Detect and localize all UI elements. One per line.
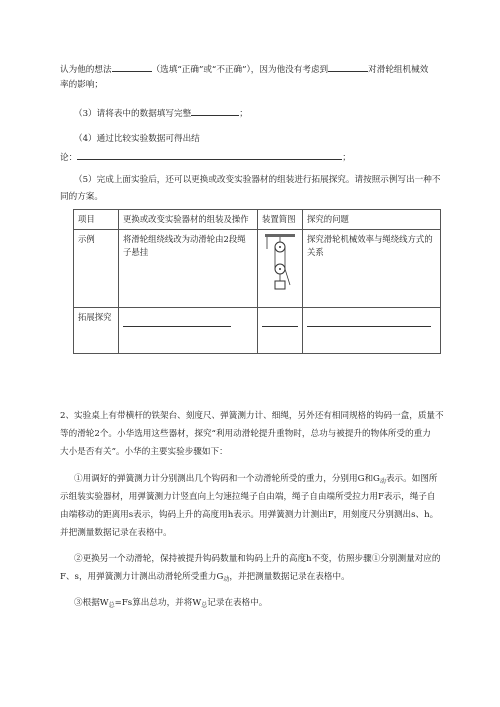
step-2: ②更换另一个动滑轮，保持被提升钩码数量和钩码上升的高度h不变，仿照步骤①分别测量对应的 bbox=[74, 554, 441, 564]
experiment-table bbox=[73, 209, 441, 354]
table-row bbox=[74, 308, 441, 354]
table-header-row bbox=[74, 210, 441, 230]
answer-blank bbox=[123, 325, 231, 327]
answer-blank bbox=[262, 325, 298, 327]
answer-blank bbox=[112, 62, 152, 72]
table-cell bbox=[119, 308, 258, 354]
table-header: 项目 bbox=[74, 210, 119, 230]
table-cell: 探究滑轮机械效率与绳绕线方式的关系 bbox=[303, 230, 441, 308]
text-line: 认为他的想法 （选填“正确”或“不正确”），因为他没有考虑到 对滑轮组机械效 bbox=[60, 62, 428, 76]
question-5: （5）完成上面实验后，还可以更换或改变实验器材的组装进行拓展探究。请按照示例写出一种不 bbox=[74, 175, 441, 185]
table-cell: 将滑轮组绕线改为动滑轮由2段绳子悬挂 bbox=[119, 230, 258, 308]
table-cell bbox=[303, 308, 441, 354]
answer-blank bbox=[307, 325, 431, 327]
table-cell bbox=[258, 308, 303, 354]
text-line: 示组装实验器材，用弹簧测力计竖直向上匀速拉绳子自由端，绳子自由端所受拉力用F表示，绳子自 bbox=[60, 492, 436, 502]
step-1: ①用调好的弹簧测力计分别测出几个钩码和一个动滑轮所受的重力，分别用G和$G_动$表示。如图所 bbox=[74, 474, 438, 485]
text-line: 并把测量数据记录在表格中。 bbox=[60, 528, 172, 538]
text-line: 大小是否有关”。小华的主要实验步骤如下： bbox=[60, 447, 228, 457]
table-cell: 示例 bbox=[74, 230, 119, 308]
question-4-conclusion: 论： ； bbox=[60, 150, 351, 164]
text-line: F、s，用弹簧测力计测出动滑轮所受重力$G_动$，并把测量数据记录在表格中。 bbox=[60, 572, 350, 583]
table-row bbox=[74, 230, 441, 308]
table-header: 装置简图 bbox=[258, 210, 303, 230]
step-3: ③根据$W_总=Fs$算出总功，并将$W_总$记录在表格中。 bbox=[74, 598, 268, 609]
text-line: 由端移动的距离用s表示，钩码上升的高度用h表示。用弹簧测力计测出F，用刻度尺分别测出s、h。 bbox=[60, 510, 439, 520]
text-line: 同的方案。 bbox=[60, 192, 103, 202]
table-header: 更换或改变实验器材的组装及操作 bbox=[119, 210, 258, 230]
question-4: （4）通过比较实验数据可得出结 bbox=[74, 134, 200, 144]
pulley-diagram-icon bbox=[263, 233, 297, 297]
text-line: 等的滑轮2个。小华选用这些器材，探究“利用动滑轮提升重物时，总功与被提升的物体所受的重力 bbox=[60, 429, 431, 439]
pulley-diagram bbox=[262, 233, 298, 297]
text-line: 率的影响； bbox=[60, 80, 103, 90]
table-cell: 拓展探究 bbox=[74, 308, 119, 354]
answer-blank bbox=[77, 150, 342, 160]
answer-blank bbox=[328, 62, 368, 72]
table-cell bbox=[258, 230, 303, 308]
answer-blank bbox=[191, 106, 239, 116]
table-header: 探究的问题 bbox=[303, 210, 441, 230]
question-2: 2、实验桌上有带横杆的铁架台、刻度尺、弹簧测力计、细绳，另外还有相同规格的钩码一盒，质量不 bbox=[60, 411, 444, 421]
question-3: （3）请将表中的数据填写完整 ； bbox=[74, 106, 248, 120]
